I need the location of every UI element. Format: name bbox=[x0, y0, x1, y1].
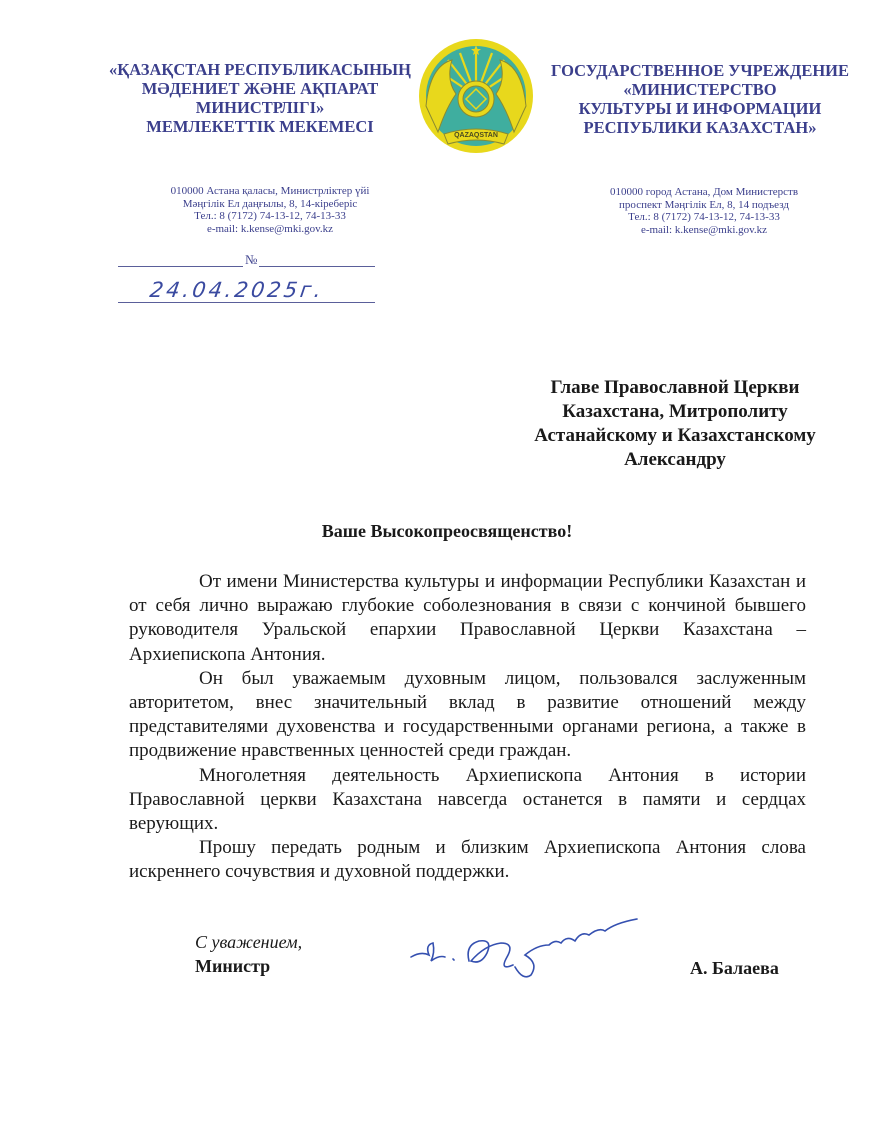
signatory-name: А. Балаева bbox=[690, 958, 779, 978]
org-line: МӘДЕНИЕТ ЖӘНЕ АҚПАРАТ bbox=[141, 79, 379, 98]
letter-body bbox=[129, 570, 806, 885]
body-paragraph: Прошу передать родным и близким Архиепископа Антония слова искреннего сочувствия и духовной поддержки. bbox=[129, 837, 806, 883]
address-line: 010000 город Астана, Дом Министерств bbox=[609, 186, 799, 198]
org-line: ГОСУДАРСТВЕННОЕ УЧРЕЖДЕНИЕ bbox=[550, 61, 850, 80]
address-line: Мәңгілік Ел даңғылы, 8, 14-кіреберіс bbox=[182, 197, 358, 210]
email-line: e-mail: k.kense@mki.gov.kz bbox=[640, 223, 768, 236]
addressee-block bbox=[500, 376, 850, 472]
org-name-kz bbox=[70, 60, 450, 136]
registration-date-line bbox=[118, 302, 375, 303]
signatory-title: Министр bbox=[195, 956, 271, 976]
signature-icon bbox=[405, 905, 645, 985]
body-paragraph: Он был уважаемым духовным лицом, пользовался заслуженным авторитетом, внес значительный вклад в развитие отношений между представителями духовенства и государственными органами региона, а также в продвижение нравственных ценностей среди граждан. bbox=[129, 667, 806, 762]
addressee-line: Главе Православной Церкви bbox=[550, 377, 800, 398]
body-paragraph: Многолетняя деятельность Архиепископа Антония в истории Православной церкви Казахстана навсегда останется в памяти и сердцах верующих. bbox=[129, 764, 806, 835]
handwritten-date: 24.04.2025г. bbox=[148, 278, 326, 302]
org-line: «ҚАЗАҚСТАН РЕСПУБЛИКАСЫНЫҢ bbox=[109, 60, 411, 79]
email-line: e-mail: k.kense@mki.gov.kz bbox=[206, 222, 334, 235]
address-line: Тел.: 8 (7172) 74-13-12, 74-13-33 bbox=[628, 211, 780, 223]
state-emblem-icon bbox=[416, 36, 536, 156]
org-line: МЕМЛЕКЕТТІК МЕКЕМЕСІ bbox=[146, 117, 374, 136]
number-label: № bbox=[245, 252, 258, 267]
address-line: 010000 Астана қаласы, Министрліктер үйі bbox=[170, 185, 370, 197]
closing-regards: С уважением, bbox=[195, 932, 303, 952]
address-kz bbox=[150, 185, 390, 235]
address-ru bbox=[584, 186, 824, 236]
body-paragraph: От имени Министерства культуры и информации Республики Казахстан и от себя лично выражаю глубокие соболезнования в связи с кончиной бывшего руководителя Уральской епархии Православной Церкви Казахстана – Архиепископа Антония. bbox=[129, 571, 806, 665]
emblem-text: QAZAQSTAN bbox=[454, 132, 498, 139]
org-line: КУЛЬТУРЫ И ИНФОРМАЦИИ bbox=[578, 99, 822, 118]
org-line: РЕСПУБЛИКИ КАЗАХСТАН» bbox=[583, 118, 817, 137]
addressee-line: Александру bbox=[624, 449, 726, 470]
addressee-line: Астанайскому и Казахстанскому bbox=[534, 425, 816, 446]
salutation: Ваше Высокопреосвященство! bbox=[321, 521, 573, 541]
address-line: Тел.: 8 (7172) 74-13-12, 74-13-33 bbox=[194, 210, 346, 222]
org-line: МИНИСТРЛІГІ» bbox=[195, 98, 325, 117]
org-name-ru bbox=[530, 61, 870, 137]
address-line: проспект Мәңгілік Ел, 8, 14 подъезд bbox=[619, 198, 789, 211]
addressee-line: Казахстана, Митрополиту bbox=[562, 401, 788, 422]
org-line: «МИНИСТЕРСТВО bbox=[623, 80, 777, 99]
